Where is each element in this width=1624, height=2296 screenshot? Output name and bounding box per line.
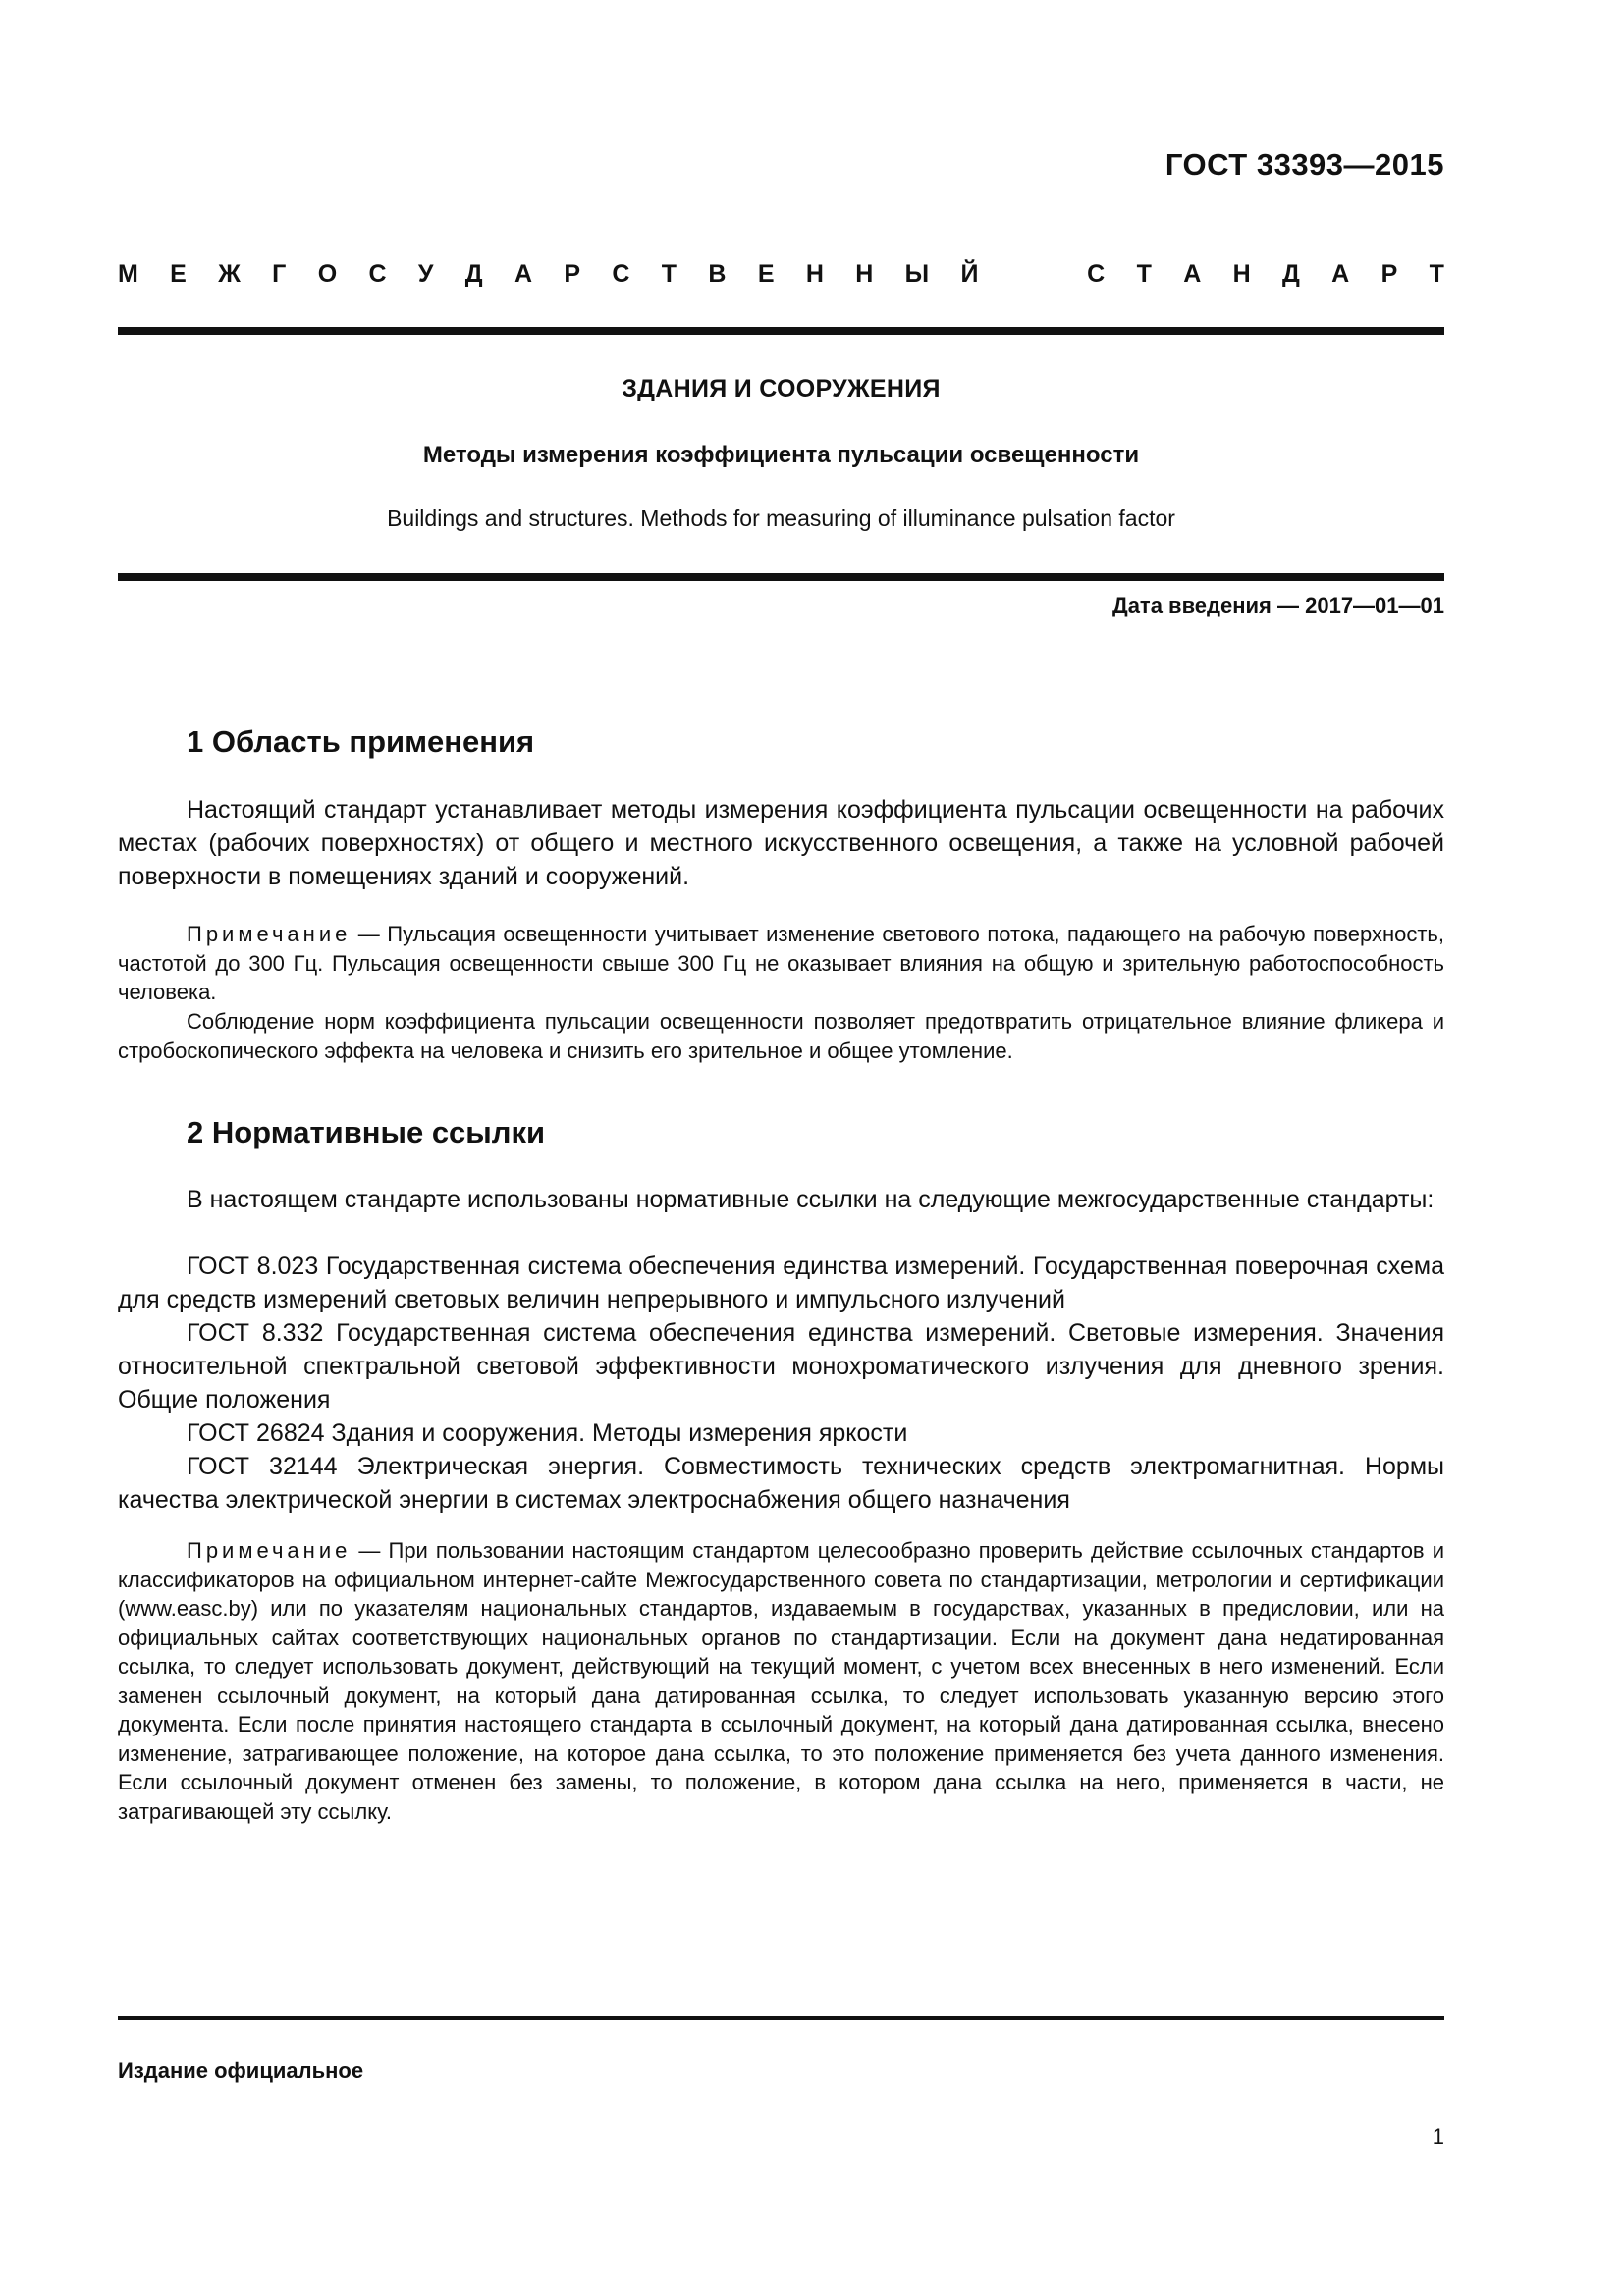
banner-letter: С bbox=[1087, 260, 1106, 288]
banner-letter: А bbox=[1331, 260, 1350, 288]
reference-text: ГОСТ 32144 Электрическая энергия. Совместимость технических средств электромагнитная. Нормы качества электрической энергии в системах электроснабжения общего назначения bbox=[118, 1453, 1444, 1514]
title-divider bbox=[118, 573, 1444, 581]
reference-item bbox=[118, 1416, 1444, 1450]
banner-letter: Т bbox=[661, 260, 677, 288]
section-1-note bbox=[118, 920, 1444, 1007]
reference-item bbox=[118, 1450, 1444, 1517]
banner-letter: Р bbox=[1380, 260, 1398, 288]
section-2-note bbox=[118, 1536, 1444, 1826]
reference-text: ГОСТ 8.023 Государственная система обеспечения единства измерений. Государственная поверочная схема для средств измерений световых величин непрерывного и импульсного излучений bbox=[118, 1253, 1444, 1313]
banner-letter: Р bbox=[564, 260, 581, 288]
document-subtitle: Методы измерения коэффициента пульсации освещенности bbox=[422, 442, 1140, 468]
footer-divider bbox=[118, 2016, 1444, 2020]
standard-number: ГОСТ 33393—2015 bbox=[1164, 147, 1444, 182]
banner-letter: Й bbox=[960, 260, 979, 288]
note-label: Примечание bbox=[187, 1538, 352, 1563]
banner-letter: С bbox=[368, 260, 387, 288]
banner-letter: Т bbox=[1429, 260, 1444, 288]
section-1-note-continued bbox=[118, 1007, 1444, 1065]
reference-item bbox=[118, 1316, 1444, 1416]
interstate-standard-banner bbox=[118, 260, 1444, 289]
page-number: 1 bbox=[1432, 2124, 1444, 2149]
section-2-intro bbox=[118, 1183, 1444, 1216]
section-1-body bbox=[118, 793, 1444, 893]
banner-letter: О bbox=[317, 260, 338, 288]
section-1-heading: 1 Область применения bbox=[187, 724, 535, 759]
english-title: Buildings and structures. Methods for measuring of illuminance pulsation factor bbox=[387, 506, 1175, 531]
section-2-intro-text: В настоящем стандарте использованы нормативные ссылки на следующие межгосударственные стандарты: bbox=[187, 1186, 1435, 1213]
reference-item bbox=[118, 1250, 1444, 1316]
note-text: — При пользовании настоящим стандартом целесообразно проверить действие ссылочных стандартов и классификаторов на официальном интернет-сайте Межгосударственного совета по стандартизации, метрологии и сертификации (www.easc.by) или по указателям национальных стандартов, издаваемым в государствах, указанных в предисловии, или на официальных сайтах соответствующих национальных органов по стандартизации. Если на документ дана недатированная ссылка, то следует использовать документ, действующий на текущий момент, с учетом всех внесенных в него изменений. Если заменен ссылочный документ, на который дана датированная ссылка, то следует использовать указанную версию этого документа. Если после принятия настоящего стандарта в ссылочный документ, на который дана датированная ссылка, внесено изменение, затрагивающее положение, на которое дана ссылка, то это положение применяется без учета данного изменения. Если ссылочный документ отменен без замены, то положение, в котором дана ссылка на него, применяется в части, не затрагивающей эту ссылку. bbox=[118, 1538, 1444, 1824]
banner-gap bbox=[1010, 260, 1056, 289]
introduction-date: Дата введения — 2017—01—01 bbox=[1112, 593, 1444, 617]
banner-letter: Ы bbox=[904, 260, 930, 288]
banner-letter: Е bbox=[757, 260, 775, 288]
top-divider bbox=[118, 327, 1444, 335]
banner-letter: В bbox=[708, 260, 727, 288]
banner-letter: М bbox=[118, 260, 138, 288]
document-title: ЗДАНИЯ И СООРУЖЕНИЯ bbox=[622, 375, 941, 402]
official-edition-label: Издание официальное bbox=[118, 2058, 364, 2083]
note-text: — Пульсация освещенности учитывает изменение светового потока, падающего на рабочую поверхность, частотой до 300 Гц. Пульсация освещенности свыше 300 Гц не оказывает влияния на общую и зрительную работоспособность человека. bbox=[118, 922, 1444, 1004]
banner-letter: С bbox=[612, 260, 630, 288]
banner-letter: А bbox=[514, 260, 533, 288]
section-2-heading: 2 Нормативные ссылки bbox=[187, 1115, 546, 1149]
banner-letter: Т bbox=[1136, 260, 1152, 288]
reference-text: ГОСТ 26824 Здания и сооружения. Методы измерения яркости bbox=[187, 1419, 908, 1447]
note-label: Примечание bbox=[187, 922, 352, 946]
reference-text: ГОСТ 8.332 Государственная система обеспечения единства измерений. Световые измерения. Значения относительной спектральной световой эффективности монохроматического излучения для дневного зрения. Общие положения bbox=[118, 1319, 1444, 1414]
banner-letter: Н bbox=[805, 260, 824, 288]
note-text-2: Соблюдение норм коэффициента пульсации освещенности позволяет предотвратить отрицательное влияние фликера и стробоскопического эффекта на человека и снизить его зрительное и общее утомление. bbox=[118, 1009, 1444, 1063]
banner-letter: Ж bbox=[218, 260, 241, 288]
banner-letter: Д bbox=[464, 260, 483, 288]
banner-letter: Н bbox=[1232, 260, 1251, 288]
banner-letter: А bbox=[1183, 260, 1202, 288]
banner-letter: Д bbox=[1282, 260, 1300, 288]
section-1-body-text: Настоящий стандарт устанавливает методы измерения коэффициента пульсации освещенности на рабочих местах (рабочих поверхностях) от общего и местного искусственного освещения, а также на условной рабочей поверхности в помещениях зданий и сооружений. bbox=[118, 796, 1444, 890]
banner-letter: Е bbox=[170, 260, 187, 288]
banner-letter: Г bbox=[272, 260, 287, 288]
banner-letter: Н bbox=[855, 260, 874, 288]
banner-letter: У bbox=[417, 260, 434, 288]
